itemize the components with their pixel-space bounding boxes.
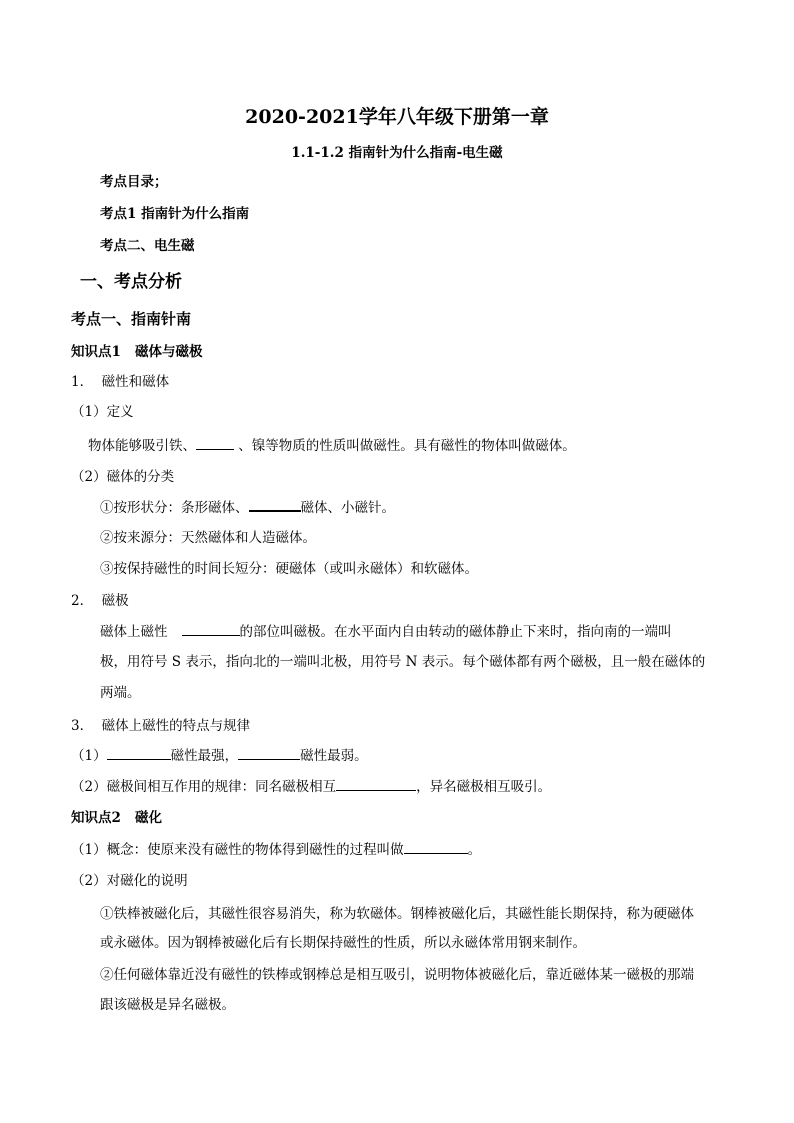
concept-item [71, 840, 481, 860]
text: （1）概念：使原来没有磁性的物体得到磁性的过程叫做 [71, 842, 404, 858]
classification-item: ②按来源分：天然磁体和人造磁体。 [100, 530, 316, 546]
fill-blank [249, 497, 301, 512]
item-heading: （2）磁体的分类 [71, 469, 175, 485]
knowledge-point-heading: 知识点1 磁体与磁极 [71, 344, 203, 360]
classification-item: ③按保持磁性的时间长短分：硬磁体（或叫永磁体）和软磁体。 [100, 561, 478, 577]
fill-blank [336, 777, 416, 791]
text: （1） [71, 748, 107, 764]
text: 磁性最强， [170, 748, 239, 764]
text: 的部位叫磁极。在水平面内自由转动的磁体静止下来时，指向南的一端叫 [239, 624, 672, 640]
explanation-line: 跟该磁极是异名磁极。 [100, 997, 235, 1013]
paragraph-pole: 两端。 [100, 685, 141, 701]
subsection-heading: 2． 磁极 [71, 593, 129, 609]
fill-blank [182, 622, 240, 636]
text: 磁性最弱。 [300, 748, 368, 764]
fill-blank [238, 746, 300, 760]
explanation-line: 或永磁体。因为钢棒被磁化后有长期保持磁性的性质，所以永磁体常用钢来制作。 [100, 935, 586, 951]
document-subtitle: 1.1-1.2 指南针为什么指南-电生磁 [291, 145, 503, 161]
text: 。 [467, 842, 482, 858]
item-heading: （2）对磁化的说明 [71, 873, 188, 889]
rule-item [71, 746, 368, 766]
explanation-line: ①铁棒被磁化后，其磁性很容易消失，称为软磁体。钢棒被磁化后，其磁性能长期保持，称为硬磁体 [100, 906, 694, 922]
fill-blank [404, 840, 468, 854]
toc-item: 考点二、电生磁 [100, 238, 195, 254]
text: ①按形状分：条形磁体、 [100, 500, 249, 516]
rule-item [71, 777, 551, 797]
text: 磁体上磁性 [100, 624, 168, 640]
text: 磁体、小磁针。 [300, 500, 395, 516]
fill-blank [196, 436, 234, 450]
item-heading: （1）定义 [71, 404, 134, 420]
document-title: 2020-2021学年八年级下册第一章 [245, 106, 549, 128]
paragraph-pole [100, 622, 672, 642]
classification-item [100, 497, 395, 518]
section-heading: 一、考点分析 [80, 272, 182, 292]
fill-blank [107, 746, 171, 760]
topic-heading: 考点一、指南针南 [71, 310, 192, 328]
toc-heading: 考点目录； [100, 174, 168, 190]
toc-item: 考点1 指南针为什么指南 [100, 206, 250, 222]
subsection-heading: 3． 磁体上磁性的特点与规律 [71, 718, 251, 734]
paragraph-pole: 极，用符号 S 表示，指向北的一端叫北极，用符号 N 表示。每个磁体都有两个磁极，且一般在磁体的 [100, 654, 706, 670]
text: ，异名磁极相互吸引。 [416, 779, 552, 795]
paragraph-definition [88, 436, 576, 456]
text: 、镍等物质的性质叫做磁性。具有磁性的物体叫做磁体。 [238, 438, 576, 454]
explanation-line: ②任何磁体靠近没有磁性的铁棒或钢棒总是相互吸引，说明物体被磁化后，靠近磁体某一磁极的那端 [100, 967, 694, 983]
text: （2）磁极间相互作用的规律：同名磁极相互 [71, 779, 337, 795]
text: 物体能够吸引铁、 [88, 438, 196, 454]
subsection-heading: 1． 磁性和磁体 [71, 374, 170, 390]
knowledge-point-heading: 知识点2 磁化 [71, 810, 162, 826]
